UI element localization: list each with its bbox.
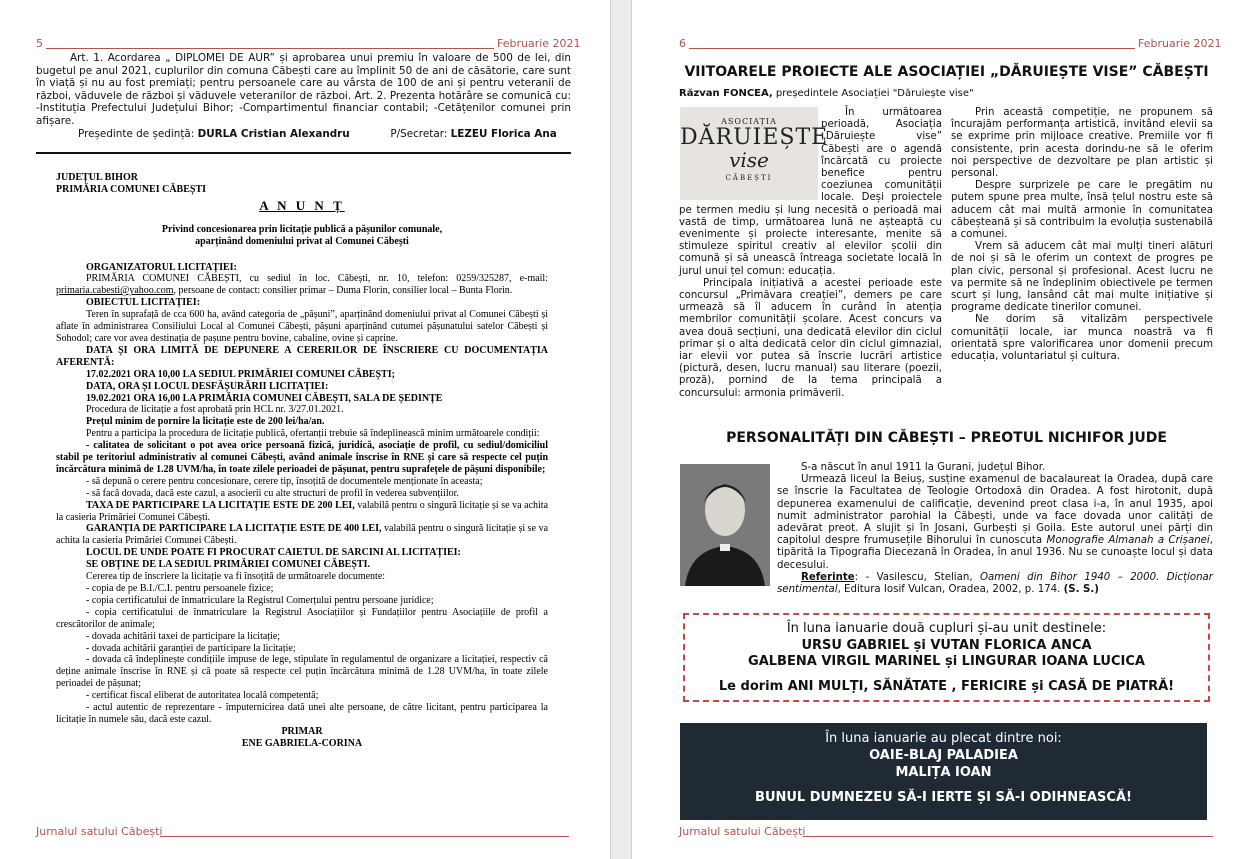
fee-text: TAXA DE PARTICIPARE LA LICITAȚIE ESTE DE 200 LEI, valabilă pentru o singură licitație și se va achita la casieria Primăriei Comunei Căbești.: [56, 499, 549, 523]
object-text: Teren în suprafață de cca 600 ha, având categoria de „pășuni”, aparținând domeniului privat al Comunei Căbești și aflate în administrarea Consiliului Local al Comunei Căbești, pășuni aparținând cutumei pășunatului satelor Căbești și Sohodol; care vor avea destinația de pașune pentru bovine, cabaline, ovine și caprine.: [56, 309, 548, 344]
documents-intro: Cererea tip de înscriere la licitație va fi însoțită de următoarele documente:: [86, 571, 386, 583]
article-paragraph: Prin această competiție, ne propunem să încurajăm performanța artistică, invitând elevii sa se exprime prin mijloace creative. Premiile vor fi consistente, prin acesta dorindu-ne să le oferim noi perspective de dezvoltare pe plan artistic și personal.: [951, 107, 1213, 180]
section-divider: [36, 152, 571, 154]
obituary-prayer: BUNUL DUMNEZEU SĂ-I IERTE ȘI SĂ-I ODIHNEASCĂ!: [755, 790, 1132, 805]
deadline-value: 17.02.2021 ORA 10,00 LA SEDIUL PRIMĂRIEI COMUNEI CĂBEȘTI;: [86, 368, 395, 380]
personality-references: Referinte: - Vasilescu, Stelian, Oameni din Bihor 1940 – 2000. Dicționar sentimental, Editura Iosif Vulcan, Oradea, 2002, p. 174. (S. S.): [777, 571, 1213, 596]
conditions-intro: Pentru a participa la procedura de licitație publică, ofertanții trebuie să îndeplinească minim următoarele condiții:: [86, 428, 540, 440]
condition-3: - să facă dovada, dacă este cazul, a asocierii cu alte structuri de profil în vederea subvențiilor.: [86, 487, 459, 499]
announcement-subtitle-2: aparținând domeniului privat al Comunei Căbești: [195, 235, 409, 247]
announcement-title: A N U N Ț: [259, 197, 345, 213]
auction-date-heading: DATA, ORA ȘI LOCUL DESFĂȘURĂRII LICITAȚIEI:: [86, 380, 329, 392]
mayor-label: PRIMAR: [281, 725, 323, 737]
page-number-right: 6: [679, 37, 686, 50]
author-role: președintele Asociației "Dăruiește vise": [775, 88, 974, 99]
procedure-text: Procedura de licitație a fost aprobată prin HCL nr. 3/27.01.2021.: [86, 404, 344, 416]
article-paragraph: Principala inițiativă a acestei perioade este concursul „Primăvara creației”, demers pe care urmează să îl aducem în curând în atenția membrilor comunității școlare. Acest concurs va avea două secțiuni, una dedicată elevilor din ciclul primar și o alta dedicată celor din ciclul gimnazial, iar elevii vor putea să înscrie lucrări artistice (pictură, desen, lucru manual) sau literare (poezii, proză), pornind de la tema principală a concursului: armonia primăverii.: [679, 277, 942, 399]
min-price-text: Prețul minim de pornire la licitație este de 200 lei/ha/an.: [86, 416, 325, 428]
wedding-wishes: Le dorim ANI MULȚI, SĂNĂTATE , FERICIRE și CASĂ DE PIATRĂ!: [718, 678, 1175, 694]
president-label: Președinte de ședință:: [78, 128, 195, 140]
personality-text: Urmează liceul la Beiuș, susține examenul de bacalaureat la Oradea, după care se înscrie la Facultatea de Teologie Ortodoxă din Oradea. A fost hirotonit, după depunerea examenului de calificație, devenind preot clasa i-a, în anul 1935, apoi numit administrator parohial la Căbești, unde va face dovada unor calități de adevărat preot. A slujit și în Josani, Gurbești și Goila. Este autorul unei părți din capitolul despre frumusețile Bihorului în cunoscuta Monografie Almanah a Crișanei, tipărită la Tipografia Diecezană în Oradea, în anul 1936. Nu se cunoaște locul și data decesului.: [777, 474, 1213, 571]
obituary-name-2: MALIȚA IOAN: [895, 765, 992, 780]
footer-rule-left: [160, 836, 569, 837]
article-paragraph: Vrem să aducem cât mai mulți tineri alături de noi și să le oferim un context de progres pe plan civic, personal și profesional. Acest lucru ne va permite să ne îndeplinim obiectivele pe termen scurt și lung, lansând cât mai multe inițiative și programe dedicate tinerilor comunei.: [951, 241, 1213, 314]
wedding-couple-1: URSU GABRIEL și VUTAN FLORICA ANCA: [801, 637, 1092, 653]
article-paragraph: Ne dorim să vitalizăm perspectivele comunității locale, iar munca noastră va fi orientată spre valorificarea unor domenii precum educația, voluntariatul și cultura.: [951, 314, 1213, 363]
obituary-box: [680, 723, 1207, 820]
document-item: - dovada că îndeplinește condițiile impuse de lege, stipulate în regulamentul de organizare a licitației, respectiv că deține animale înscrise în RNE și că poate să respecte cel puțin încărcătura minimă de 1.28 UVM/ha, în toate zilele perioadei de pășunat;: [56, 654, 548, 690]
header-rule-right: [689, 48, 1135, 49]
header-date-left: Februarie 2021: [497, 37, 581, 50]
association-logo: ASOCIAȚIA DĂRUIEȘTE vise CĂBEȘTI: [680, 107, 818, 200]
place-heading-1: LOCUL DE UNDE POATE FI PROCURAT CAIETUL DE SARCINI AL LICITAȚIEI:: [86, 547, 461, 559]
author-name: Răzvan FONCEA,: [679, 88, 773, 99]
organizer-heading: ORGANIZATORUL LICITAȚIEI:: [86, 261, 237, 273]
page-number-left: 5: [36, 37, 43, 50]
header-date-right: Februarie 2021: [1138, 37, 1222, 50]
condition-1: - calitatea de solicitant o pot avea orice persoană fizică, juridică, asociație de profil, cu sediul/domiciliul stabil pe teritoriul administrativ al comunei Căbești, având animale înscrise în RNE și care să respecte cel puțin încărcătura minimă de 1.28 UVM/ha, în toate zilele perioadei de pășunat, pentru suprafețele de pășuni disponibile;: [56, 440, 548, 475]
article-paragraph: Despre surprizele pe care le pregătim nu putem spune prea multe, însă țelul nostru este să aducem cât mai multă armonie în comunitatea căbeșteană și să contribuim la evoluția sustenabilă a comunei.: [951, 180, 1213, 241]
guarantee-text: GARANȚIA DE PARTICIPARE LA LICITAȚIE ESTE DE 400 LEI, valabilă pentru o singură licitație și se va achita la casieria Primăriei Comunei Căbești.: [56, 523, 549, 547]
intro-article: [36, 52, 571, 128]
article-title-projects: VIITOARELE PROIECTE ALE ASOCIAȚIEI „DĂRUIEȘTE VISE” CĂBEȘTI: [684, 64, 1209, 80]
county-label: JUDEȚUL BIHOR: [56, 172, 138, 183]
obituary-name-1: OAIE-BLAJ PALADIEA: [869, 748, 1018, 763]
email-link[interactable]: primaria.cabesti@yahoo.com: [56, 285, 174, 297]
footer-right: Jurnalul satului Căbești: [679, 825, 806, 838]
personality-body: [679, 462, 1213, 596]
secretary-name: LEZEU Florica Ana: [450, 128, 557, 140]
document-item: - actul autentic de reprezentare - împuternicirea dată unei alte persoane, de către licitant, pentru participarea la licitație în numele său, dacă este cazul.: [56, 702, 548, 725]
announcement-subtitle-1: Privind concesionarea prin licitație publică a pășunilor comunale,: [161, 223, 443, 235]
condition-2: - să depună o cerere pentru concesionare, cerere tip, însoțită de documentele menționate în aceasta;: [86, 475, 483, 487]
document-item: - dovada achitării garanției de participare la licitație;: [86, 642, 296, 654]
weddings-intro: În luna ianuarie două cupluri și-au unit destinele:: [786, 621, 1107, 636]
document-item: - copia certificatului de înmatriculare la Registrul Asociațiilor și Fundațiilor pentru Asociațiile de profil a crescătorilor de animale;: [56, 606, 548, 630]
article-paragraph: În următoarea perioadă, Asociația „Dăruiește vise” Căbești are o agendă încărcată cu proiecte benefice pentru coeziunea comunității locale. Deși proiectele pe termen mediu și lung necesită o perioadă mai vastă de timp, următoarea lună ne așteaptă cu evenimente și proiecte interesante, menite să stimuleze spiritul creativ al elevilor școlii din comună și să unească întreaga societate locală în jurul unui țel comun: educația.: [679, 107, 942, 277]
place-heading-2: SE OBȚINE DE LA SEDIUL PRIMĂRIEI COMUNEI CĂBEȘTI.: [86, 559, 370, 571]
townhall-label: PRIMĂRIA COMUNEI CĂBEȘTI: [56, 183, 207, 195]
auction-date-value: 19.02.2021 ORA 16,00 LA PRIMĂRIA COMUNEI CĂBEȘTI, SALA DE ȘEDINȚE: [86, 392, 443, 404]
mayor-name: ENE GABRIELA-CORINA: [241, 737, 363, 749]
personality-intro: S-a născut în anul 1911 la Gurani, județul Bihor.: [801, 462, 1046, 473]
weddings-box: [683, 613, 1210, 702]
document-item: - copia de pe B.I./C.I. pentru persoanele fizice;: [86, 583, 274, 594]
secretary-label: P/Secretar:: [390, 128, 448, 140]
wedding-couple-2: GALBENA VIRGIL MARINEL și LINGURAR IOANA LUCICA: [748, 654, 1145, 669]
intro-text: Art. 1. Acordarea „ DIPLOMEI DE AUR” și aprobarea unui premiu în valoare de 500 de lei, din bugetul pe anul 2021, cuplurilor din comuna Căbești care au împlinit 50 de ani de căsătorie, care sunt în viață și nu au fost premiați; pentru persoanele care au vârsta de 100 de ani și pentru veteranii de război, văduvele de război și văduvele veteranilor de război. Art. 2. Prezenta hotărâre se comunică cu: -Instituția Prefectului Județului Bihor; -Compartimentul financiar contabil; -Cetățenilor comunei prin afișare.: [36, 52, 571, 127]
article-column-2: [951, 107, 1213, 363]
president-name: DURLA Cristian Alexandru: [197, 128, 350, 140]
page-gutter: [610, 0, 632, 859]
obituary-intro: În luna ianuarie au plecat dintre noi:: [825, 731, 1062, 746]
document-item: - copia certificatului de înmatriculare la Registrul Comerțului pentru persoane juridice;: [86, 594, 434, 606]
footer-rule-right: [803, 836, 1213, 837]
article-author: [679, 88, 974, 99]
footer-left: Jurnalul satului Căbești: [36, 825, 163, 838]
tender-announcement: [56, 172, 548, 750]
organizer-text: PRIMĂRIA COMUNEI CĂBEȘTI, cu sediul în loc. Căbești, nr. 10, telefon: 0259/325287, e-mail: primaria.cabesti@yahoo.com, persoane de contact: consilier primar – Duma Florin, consilier local – Bunta Florin.: [56, 273, 548, 297]
signatures-line: [78, 128, 557, 140]
header-rule-left: [46, 48, 494, 49]
article-column-1: [679, 107, 942, 400]
article-title-personalities: PERSONALITĂȚI DIN CĂBEȘTI – PREOTUL NICHIFOR JUDE: [726, 430, 1167, 446]
object-heading: OBIECTUL LICITAȚIEI:: [86, 297, 201, 309]
deadline-heading: DATA ȘI ORA LIMITĂ DE DEPUNERE A CERERILOR DE ÎNSCRIERE CU DOCUMENTAȚIA AFERENTĂ:: [56, 344, 548, 368]
document-item: - certificat fiscal eliberat de autoritatea locală competentă;: [86, 690, 319, 702]
document-item: - dovada achitării taxei de participare la licitație;: [86, 630, 281, 642]
